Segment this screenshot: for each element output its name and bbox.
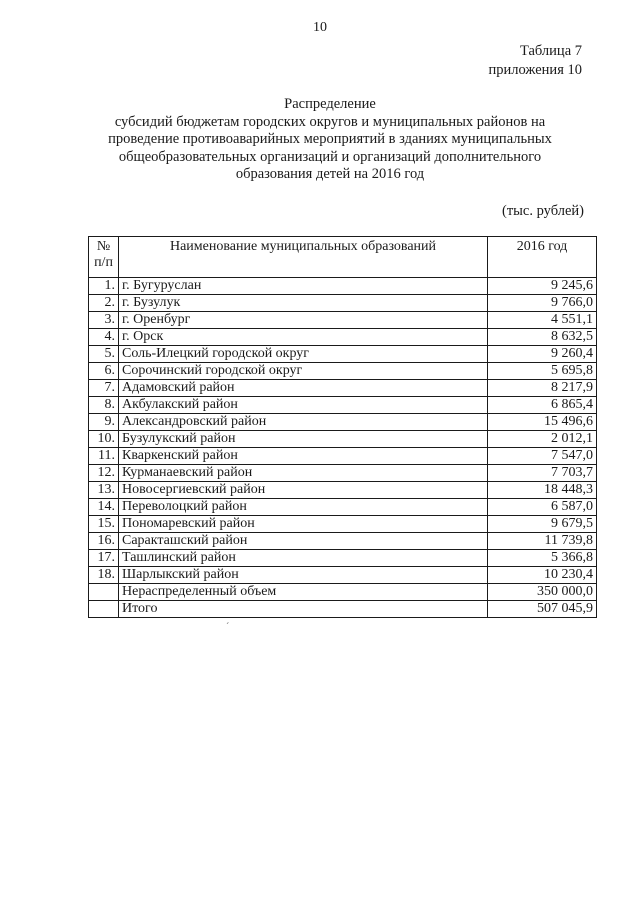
table-row bbox=[89, 482, 597, 499]
row-name: Кваркенский район bbox=[119, 448, 488, 465]
header-number-abbrev: п/п bbox=[94, 255, 113, 270]
row-number: 14. bbox=[89, 499, 119, 516]
table-row bbox=[89, 550, 597, 567]
header-name: Наименование муниципальных образований bbox=[119, 237, 488, 278]
header-year: 2016 год bbox=[488, 237, 597, 278]
row-value: 4 551,1 bbox=[488, 312, 597, 329]
row-number: 3. bbox=[89, 312, 119, 329]
row-value: 5 695,8 bbox=[488, 363, 597, 380]
row-number: 16. bbox=[89, 533, 119, 550]
row-name: Нераспределенный объем bbox=[119, 584, 488, 601]
header-number bbox=[89, 237, 119, 278]
row-value: 8 217,9 bbox=[488, 380, 597, 397]
row-value: 9 260,4 bbox=[488, 346, 597, 363]
table-row bbox=[89, 601, 597, 618]
row-name: Курманаевский район bbox=[119, 465, 488, 482]
row-number: 5. bbox=[89, 346, 119, 363]
row-number: 6. bbox=[89, 363, 119, 380]
table-row bbox=[89, 295, 597, 312]
row-number: 7. bbox=[89, 380, 119, 397]
row-name: Акбулакский район bbox=[119, 397, 488, 414]
table-row bbox=[89, 533, 597, 550]
row-name: Саракташский район bbox=[119, 533, 488, 550]
title-line: субсидий бюджетам городских округов и муниципальных районов на bbox=[114, 113, 546, 130]
row-name: г. Бузулук bbox=[119, 295, 488, 312]
table-row bbox=[89, 312, 597, 329]
row-name: Пономаревский район bbox=[119, 516, 488, 533]
row-number: 2. bbox=[89, 295, 119, 312]
header-number-symbol: № bbox=[96, 239, 111, 254]
table-reference-line: Таблица 7 bbox=[519, 43, 582, 59]
row-value: 9 679,5 bbox=[488, 516, 597, 533]
row-number: 13. bbox=[89, 482, 119, 499]
row-name: Ташлинский район bbox=[119, 550, 488, 567]
row-number: 4. bbox=[89, 329, 119, 346]
table-row bbox=[89, 397, 597, 414]
row-value: 9 766,0 bbox=[488, 295, 597, 312]
row-name: Новосергиевский район bbox=[119, 482, 488, 499]
row-number: 12. bbox=[89, 465, 119, 482]
row-value: 18 448,3 bbox=[488, 482, 597, 499]
title-line: общеобразовательных организаций и организаций дополнительного bbox=[118, 148, 542, 165]
document-title bbox=[60, 96, 600, 184]
row-value: 11 739,8 bbox=[488, 533, 597, 550]
table-row bbox=[89, 465, 597, 482]
row-name: г. Бугуруслан bbox=[119, 278, 488, 295]
table-row bbox=[89, 516, 597, 533]
row-value: 7 547,0 bbox=[488, 448, 597, 465]
row-value: 8 632,5 bbox=[488, 329, 597, 346]
row-value: 350 000,0 bbox=[488, 584, 597, 601]
units-label: (тыс. рублей) bbox=[502, 203, 584, 219]
table-row bbox=[89, 380, 597, 397]
table-row bbox=[89, 346, 597, 363]
appendix-reference-line: приложения 10 bbox=[488, 62, 582, 78]
row-number bbox=[89, 584, 119, 601]
row-name: Итого bbox=[119, 601, 488, 618]
row-value: 10 230,4 bbox=[488, 567, 597, 584]
row-value: 6 865,4 bbox=[488, 397, 597, 414]
distribution-table bbox=[88, 236, 597, 618]
stray-mark: ˊ bbox=[226, 622, 230, 633]
table-row bbox=[89, 584, 597, 601]
title-line: Распределение bbox=[284, 96, 376, 112]
title-line: образования детей на 2016 год bbox=[235, 166, 425, 182]
table-row bbox=[89, 431, 597, 448]
row-number: 10. bbox=[89, 431, 119, 448]
row-name: Шарлыкский район bbox=[119, 567, 488, 584]
row-value: 6 587,0 bbox=[488, 499, 597, 516]
page-number: 10 bbox=[313, 20, 327, 35]
table-row bbox=[89, 499, 597, 516]
row-value: 9 245,6 bbox=[488, 278, 597, 295]
row-name: Соль-Илецкий городской округ bbox=[119, 346, 488, 363]
table-row bbox=[89, 448, 597, 465]
row-number: 18. bbox=[89, 567, 119, 584]
row-number: 15. bbox=[89, 516, 119, 533]
row-name: Бузулукский район bbox=[119, 431, 488, 448]
row-name: г. Оренбург bbox=[119, 312, 488, 329]
row-number: 11. bbox=[89, 448, 119, 465]
table-row bbox=[89, 329, 597, 346]
row-number: 9. bbox=[89, 414, 119, 431]
row-name: Переволоцкий район bbox=[119, 499, 488, 516]
row-name: Сорочинский городской округ bbox=[119, 363, 488, 380]
row-number bbox=[89, 601, 119, 618]
table-row bbox=[89, 363, 597, 380]
table-row bbox=[89, 278, 597, 295]
row-name: г. Орск bbox=[119, 329, 488, 346]
table-row bbox=[89, 567, 597, 584]
row-number: 1. bbox=[89, 278, 119, 295]
row-name: Александровский район bbox=[119, 414, 488, 431]
row-value: 507 045,9 bbox=[488, 601, 597, 618]
row-value: 7 703,7 bbox=[488, 465, 597, 482]
row-value: 2 012,1 bbox=[488, 431, 597, 448]
table-reference-note bbox=[489, 42, 582, 80]
table-header-row bbox=[89, 237, 597, 278]
title-line: проведение противоаварийных мероприятий в зданиях муниципальных bbox=[108, 131, 552, 147]
row-value: 15 496,6 bbox=[488, 414, 597, 431]
row-name: Адамовский район bbox=[119, 380, 488, 397]
table-row bbox=[89, 414, 597, 431]
row-number: 17. bbox=[89, 550, 119, 567]
row-number: 8. bbox=[89, 397, 119, 414]
row-value: 5 366,8 bbox=[488, 550, 597, 567]
